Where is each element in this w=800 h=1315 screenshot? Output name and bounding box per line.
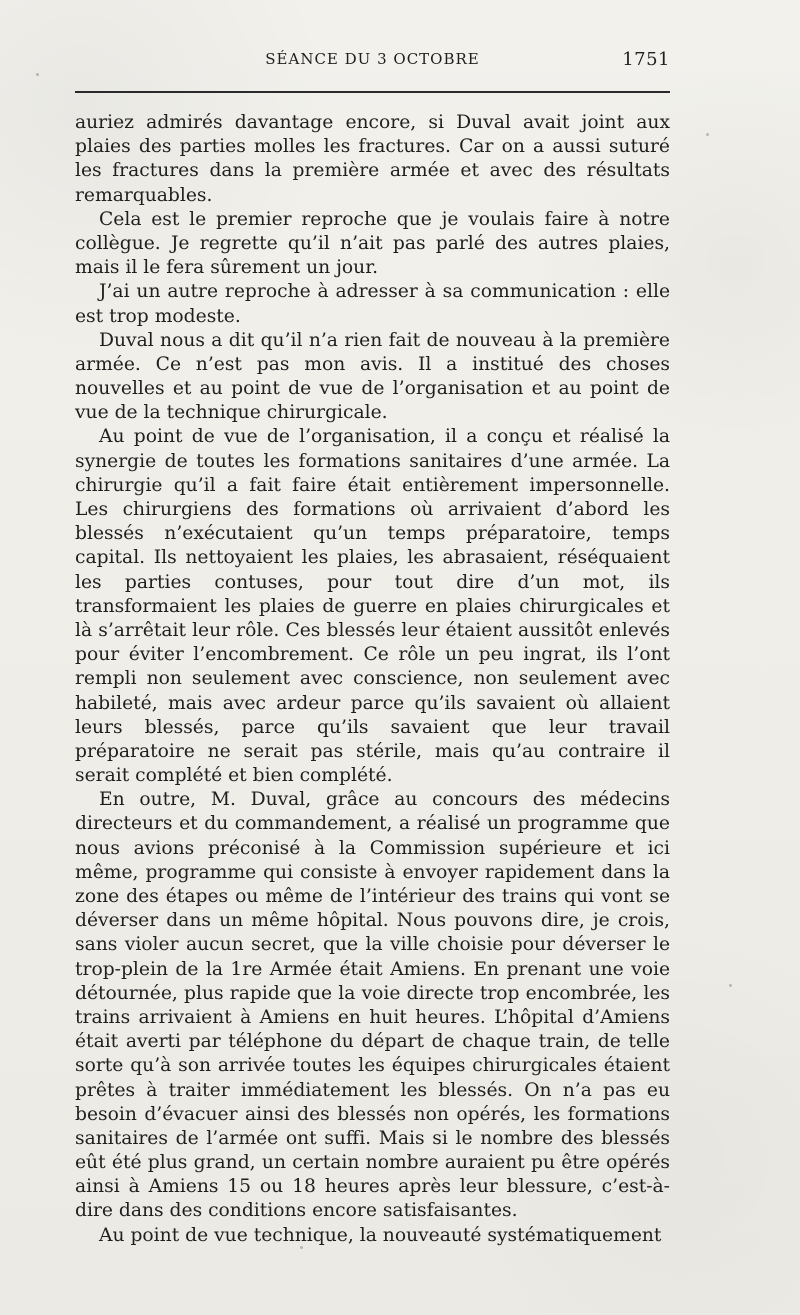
paragraph-4: Duval nous a dit qu’il n’a rien fait de nouveau à la première armée. Ce n’est pas mon avis. Il a institué des choses nouvelles et au point de vue de l’organisation et au point de vue de la technique chirurgicale. (75, 329, 670, 424)
page-header (75, 50, 670, 78)
header-rule (75, 91, 670, 93)
paper-speck (300, 1246, 303, 1249)
running-title: SÉANCE DU 3 OCTOBRE (265, 50, 480, 68)
paragraph-5: Au point de vue de l’organisation, il a conçu et réalisé la synergie de toutes les formations sanitaires d’une armée. La chirurgie qu’il a fait faire était entièrement impersonnelle. Les chirurgiens des formations où arrivaient d’abord les blessés n’exécutaient qu’un temps préparatoire, temps capital. Ils nettoyaient les plaies, les abrasaient, réséquaient les parties contuses, pour tout dire d’un mot, ils transformaient les plaies de guerre en plaies chirurgicales et là s’arrêtait leur rôle. Ces blessés leur étaient aussitôt enlevés pour éviter l’encombrement. Ce rôle un peu ingrat, ils l’ont rempli non seulement avec conscience, non seulement avec habileté, mais avec ardeur parce qu’ils savaient où allaient leurs blessés, parce qu’ils savaient que leur travail préparatoire ne serait pas stérile, mais qu’au contraire il serait complété et bien complété. (75, 426, 670, 787)
page-number: 1751 (622, 49, 670, 70)
paper-speck (729, 984, 732, 987)
paragraph-2: Cela est le premier reproche que je voulais faire à notre collègue. Je regrette qu’il n’ait pas parlé des autres plaies, mais il le fera sûrement un jour. (75, 208, 670, 279)
paragraph-3: J’ai un autre reproche à adresser à sa communication : elle est trop modeste. (75, 281, 670, 327)
paper-speck (706, 133, 709, 136)
paragraph-7: Au point de vue technique, la nouveauté systématiquement (99, 1224, 662, 1246)
paragraph-1: auriez admirés davantage encore, si Duval avait joint aux plaies des parties molles les fractures. Car on a aussi suturé les fractures dans la première armée et avec des résultats remarquables. (75, 112, 670, 206)
paper-speck (36, 73, 39, 76)
body-text (75, 111, 670, 1248)
paragraph-6: En outre, M. Duval, grâce au concours des médecins directeurs et du commandement, a réalisé un programme que nous avions préconisé à la Commission supérieure et ici même, programme qui consiste à envoyer rapidement dans la zone des étapes ou même de l’intérieur des trains qui vont se déverser dans un même hôpital. Nous pouvons dire, je crois, sans violer aucun secret, que la ville choisie pour déverser le trop-plein de la 1re Armée était Amiens. En prenant une voie détournée, plus rapide que la voie directe trop encombrée, les trains arrivaient à Amiens en huit heures. L’hôpital d’Amiens était averti par téléphone du départ de chaque train, de telle sorte qu’à son arrivée toutes les équipes chirurgicales étaient prêtes à traiter immédiatement les blessés. On n’a pas eu besoin d’évacuer ainsi des blessés non opérés, les formations sanitaires de l’armée ont suffi. Mais si le nombre des blessés eût été plus grand, un certain nombre auraient pu être opérés ainsi à Amiens 15 ou 18 heures après leur blessure, c’est-à-dire dans des conditions encore satisfaisantes. (75, 789, 670, 1222)
